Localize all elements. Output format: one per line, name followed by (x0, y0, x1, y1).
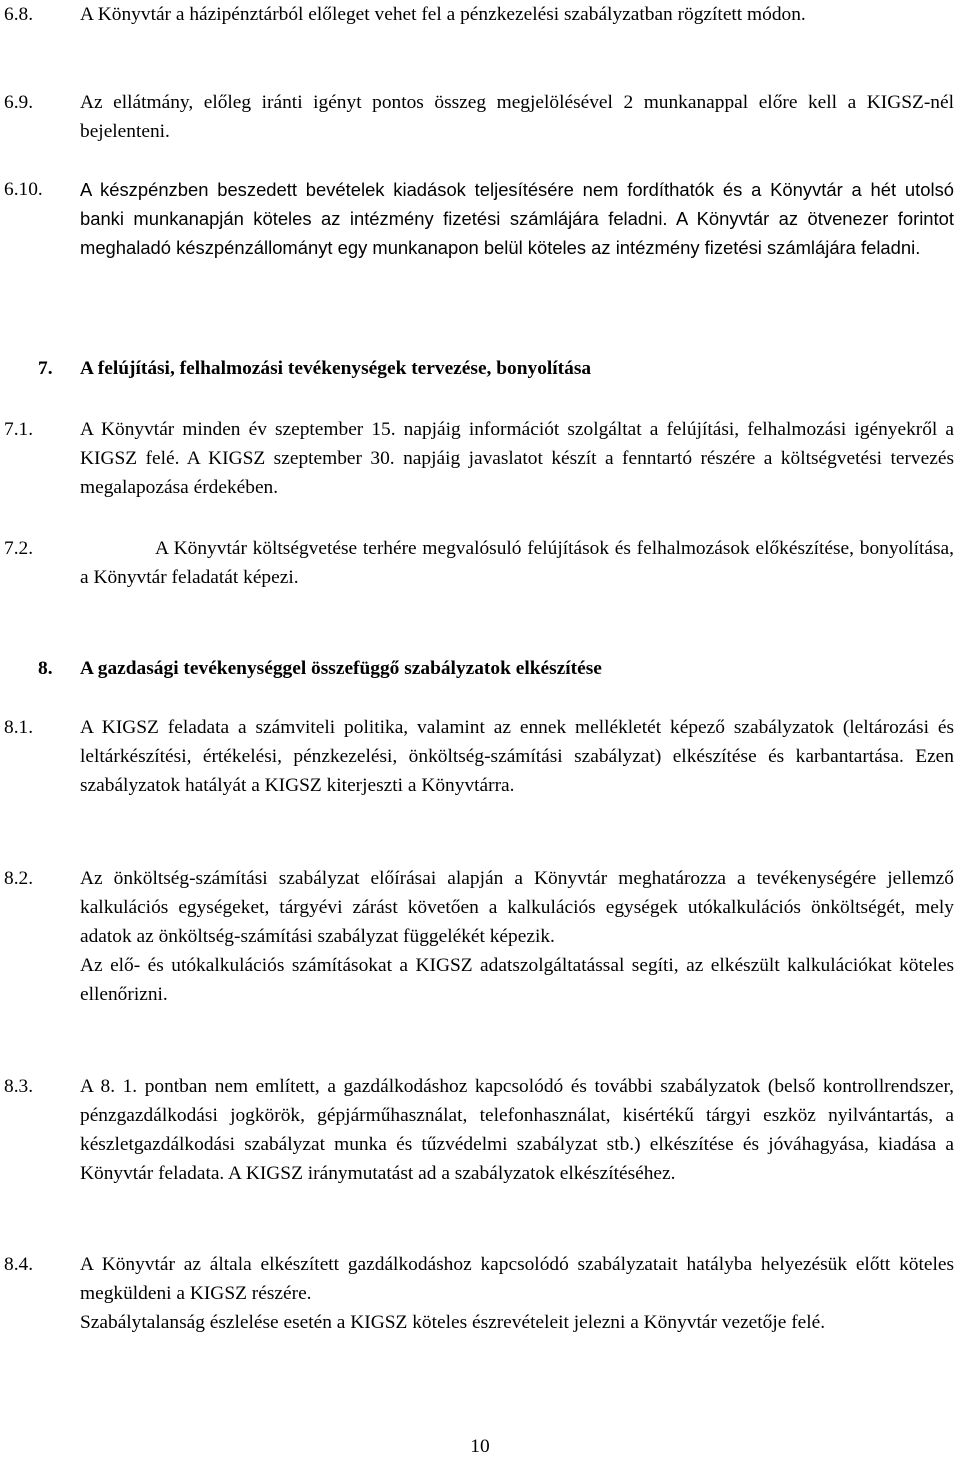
paragraph-text: Az önköltség-számítási szabályzat előírásai alapján a Könyvtár meghatározza a tevékenységére jellemző kalkulációs egységeket, tárgyévi zárást követően a kalkulációs egységek utókalkulációs önköltségét, mely adatok az önköltség-számítási szabályzat függelékét képezik. (80, 868, 954, 947)
paragraph-text: A KIGSZ feladata a számviteli politika, valamint az ennek mellékletét képező szabályzatok (leltározási és leltárkészítési, értékelési, pénzkezelési, önköltség-számítási szabályzat) elkészítése és karbantartása. Ezen szabályzatok hatályát a KIGSZ kiterjeszti a Könyvtárra. (80, 717, 954, 796)
section-heading-7: A felújítási, felhalmozási tevékenységek tervezése, bonyolítása (80, 358, 592, 379)
paragraph-number: 8.4. (4, 1254, 34, 1275)
paragraph-text: Az ellátmány, előleg iránti igényt pontos összeg megjelölésével 2 munkanappal előre kell a KIGSZ-nél bejelenteni. (80, 92, 954, 142)
page-number: 10 (470, 1436, 490, 1457)
paragraph-text: Az elő- és utókalkulációs számításokat a KIGSZ adatszolgáltatással segíti, az elkészült kalkulációkat köteles ellenőrizni. (80, 955, 954, 1005)
paragraph-number: 6.10. (4, 179, 43, 200)
section-number-7: 7. (38, 358, 53, 379)
paragraph-text: A készpénzben beszedett bevételek kiadások teljesítésére nem fordíthatók és a Könyvtár a hét utolsó banki munkanapján köteles az intézmény fizetési számlájára feladni. A Könyvtár az ötvenezer forintot meghaladó készpénzállományt egy munkanapon belül köteles az intézmény fizetési számlájára feladni. (80, 179, 954, 258)
paragraph-text: A Könyvtár minden év szeptember 15. napjáig információt szolgáltat a felújítási, felhalmozási igényekről a KIGSZ felé. A KIGSZ szeptember 30. napjáig javaslatot készít a fenntartó részére a költségvetési tervezés megalapozása érdekében. (80, 419, 954, 498)
paragraph-number: 8.3. (4, 1076, 34, 1097)
paragraph-number: 7.1. (4, 419, 34, 440)
paragraph-text: A Könyvtár a házipénztárból előleget vehet fel a pénzkezelési szabályzatban rögzített módon. (80, 4, 806, 25)
paragraph-text: A Könyvtár költségvetése terhére megvalósuló felújítások és felhalmozások előkészítése, bonyolítása, a Könyvtár feladatát képezi. (80, 538, 954, 588)
paragraph-text: A 8. 1. pontban nem említett, a gazdálkodáshoz kapcsolódó és további szabályzatok (belső kontrollrendszer, pénzgazdálkodási jogkörök, gépjárműhasználat, telefonhasználat, kisértékű tárgyi eszköz nyilvántartás, a készletgazdálkodási szabályzat munka és tűzvédelmi szabályzat stb.) elkészítése és jóváhagyása, kiadása a Könyvtár feladata. A KIGSZ iránymutatást ad a szabályzatok elkészítéséhez. (80, 1076, 954, 1184)
paragraph-number: 6.9. (4, 92, 34, 113)
paragraph-number: 8.2. (4, 868, 34, 889)
paragraph-text: A Könyvtár az általa elkészített gazdálkodáshoz kapcsolódó szabályzatait hatályba helyezésük előtt köteles megküldeni a KIGSZ részére. (80, 1254, 954, 1304)
paragraph-text: Szabálytalanság észlelése esetén a KIGSZ köteles észrevételeit jelezni a Könyvtár vezetője felé. (80, 1312, 826, 1333)
section-heading-8: A gazdasági tevékenységgel összefüggő szabályzatok elkészítése (80, 658, 602, 679)
paragraph-number: 7.2. (4, 538, 34, 559)
paragraph-number: 6.8. (4, 4, 34, 25)
section-number-8: 8. (38, 658, 53, 679)
paragraph-number: 8.1. (4, 717, 34, 738)
